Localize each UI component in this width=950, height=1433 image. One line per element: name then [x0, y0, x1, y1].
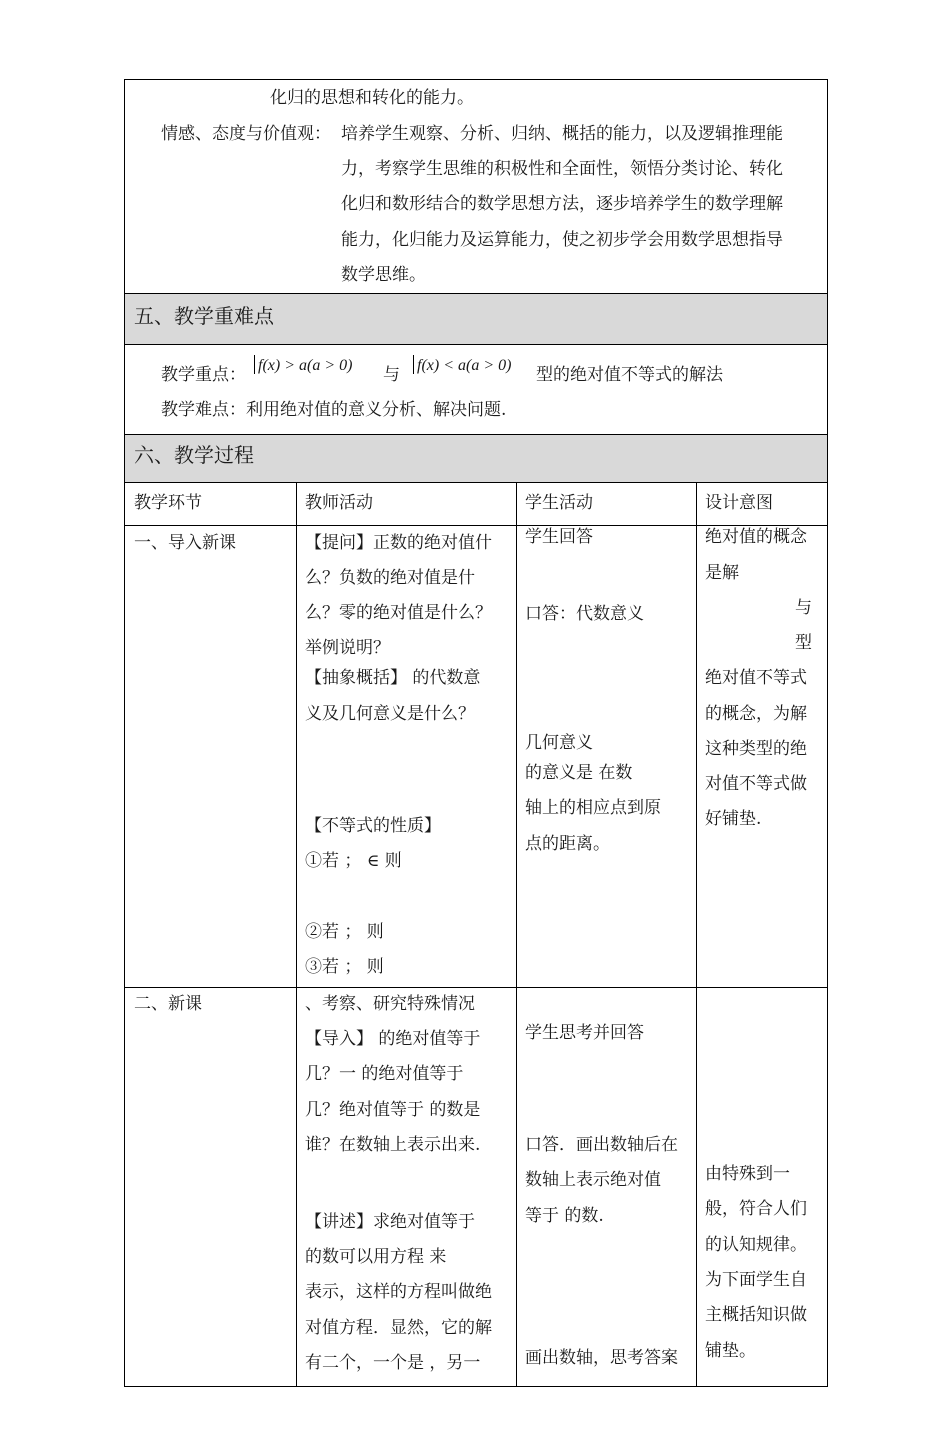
difficulty-text: 教学难点：利用绝对值的意义分析、解决问题.: [161, 400, 507, 420]
teacher-line: ①若 ； ∈ 则: [305, 851, 402, 871]
student-line: 学生思考并回答: [525, 1023, 644, 1043]
key-point-suffix: 型的绝对值不等式的解法: [536, 365, 723, 385]
teacher-line: 么？零的绝对值是什么？: [305, 603, 492, 623]
emotion-line-5: 数学思维。: [341, 265, 426, 285]
inequality-less: f(x) < a(a > 0): [417, 357, 512, 374]
teacher-line: 举例说明？: [305, 638, 390, 658]
intent-line: 绝对值的概念: [705, 527, 807, 547]
abs-bar: [254, 355, 255, 374]
emotion-line-3: 化归和数形结合的数学思想方法，逐步培养学生的数学理解: [341, 194, 783, 214]
teacher-line: 【不等式的性质】: [305, 816, 441, 836]
intent-line: 与: [795, 598, 812, 618]
abs-bar: [413, 355, 414, 374]
intent-line: 的认知规律。: [705, 1235, 807, 1255]
divider: [124, 344, 828, 345]
teacher-line: 谁？在数轴上表示出来.: [305, 1135, 481, 1155]
divider: [124, 987, 828, 988]
student-line: 点的距离。: [525, 834, 610, 854]
student-line: 的意义是 在数: [525, 763, 633, 783]
key-point-label: 教学重点：: [161, 365, 246, 385]
intent-line: 绝对值不等式: [705, 668, 807, 688]
header-stage: 教学环节: [134, 493, 202, 513]
student-line: 数轴上表示绝对值: [525, 1170, 661, 1190]
teacher-line: 几？绝对值等于 的数是: [305, 1100, 481, 1120]
intent-line: 般，符合人们: [705, 1199, 807, 1219]
header-teacher: 教师活动: [305, 493, 373, 513]
stage-new-lesson: 二、新课: [134, 994, 202, 1014]
intent-line: 由特殊到一: [705, 1164, 790, 1184]
student-line: 口答：代数意义: [525, 604, 644, 624]
intent-line: 型: [795, 633, 812, 653]
inequality-greater: f(x) > a(a > 0): [258, 357, 353, 374]
column-divider: [516, 482, 517, 1387]
intent-line: 是解: [705, 563, 739, 583]
header-intent: 设计意图: [705, 493, 773, 513]
teacher-line: 几？一 的绝对值等于: [305, 1064, 464, 1084]
teacher-line: 有二个，一个是 ，另一: [305, 1353, 481, 1373]
teacher-line: 的数可以用方程 来: [305, 1247, 447, 1267]
intent-line: 铺垫。: [705, 1341, 756, 1361]
stage-intro: 一、导入新课: [134, 533, 236, 553]
teacher-line: 【导入】 的绝对值等于: [305, 1029, 481, 1049]
teacher-line: ③若 ； 则: [305, 957, 384, 977]
student-line: 口答．画出数轴后在: [525, 1135, 678, 1155]
intent-line: 这种类型的绝: [705, 739, 807, 759]
emotion-line-4: 能力，化归能力及运算能力，使之初步学会用数学思想指导: [341, 230, 783, 250]
teacher-line: 对值方程．显然，它的解: [305, 1318, 492, 1338]
student-line: 轴上的相应点到原: [525, 798, 661, 818]
column-divider: [696, 482, 697, 1387]
table-frame: [124, 79, 828, 1387]
emotion-label: 情感、态度与价值观：: [161, 124, 331, 144]
emotion-line-1: 培养学生观察、分析、归纳、概括的能力，以及逻辑推理能: [341, 124, 783, 144]
intent-line: 的概念，为解: [705, 704, 807, 724]
column-divider: [296, 482, 297, 1387]
intent-line: 好铺垫.: [705, 809, 762, 829]
student-line: 等于 的数.: [525, 1206, 604, 1226]
teacher-line: 【抽象概括】 的代数意: [305, 668, 481, 688]
objective-line-top: 化归的思想和转化的能力。: [270, 88, 474, 108]
teacher-line: 么？负数的绝对值是什: [305, 568, 475, 588]
divider: [124, 482, 828, 483]
teacher-line: 【讲述】求绝对值等于: [305, 1212, 475, 1232]
teacher-line: 义及几何意义是什么？: [305, 704, 475, 724]
emotion-line-2: 力，考察学生思维的积极性和全面性，领悟分类讨论、转化: [341, 159, 783, 179]
teacher-line: 【提问】正数的绝对值什: [305, 533, 492, 553]
student-line: 几何意义: [525, 733, 593, 753]
teacher-line: 表示，这样的方程叫做绝: [305, 1282, 492, 1302]
intent-line: 对值不等式做: [705, 774, 807, 794]
section-title-key-points: 五、教学重难点: [134, 304, 274, 328]
student-line: 学生回答: [525, 527, 593, 547]
section-title-process: 六、教学过程: [134, 443, 254, 467]
teacher-line: 、考察、研究特殊情况: [305, 994, 475, 1014]
divider: [124, 525, 828, 526]
header-student: 学生活动: [525, 493, 593, 513]
student-line: 画出数轴，思考答案: [525, 1348, 678, 1368]
connector-text: 与: [383, 365, 400, 385]
intent-line: 为下面学生自: [705, 1270, 807, 1290]
intent-line: 主概括知识做: [705, 1305, 807, 1325]
teacher-line: ②若 ； 则: [305, 922, 384, 942]
